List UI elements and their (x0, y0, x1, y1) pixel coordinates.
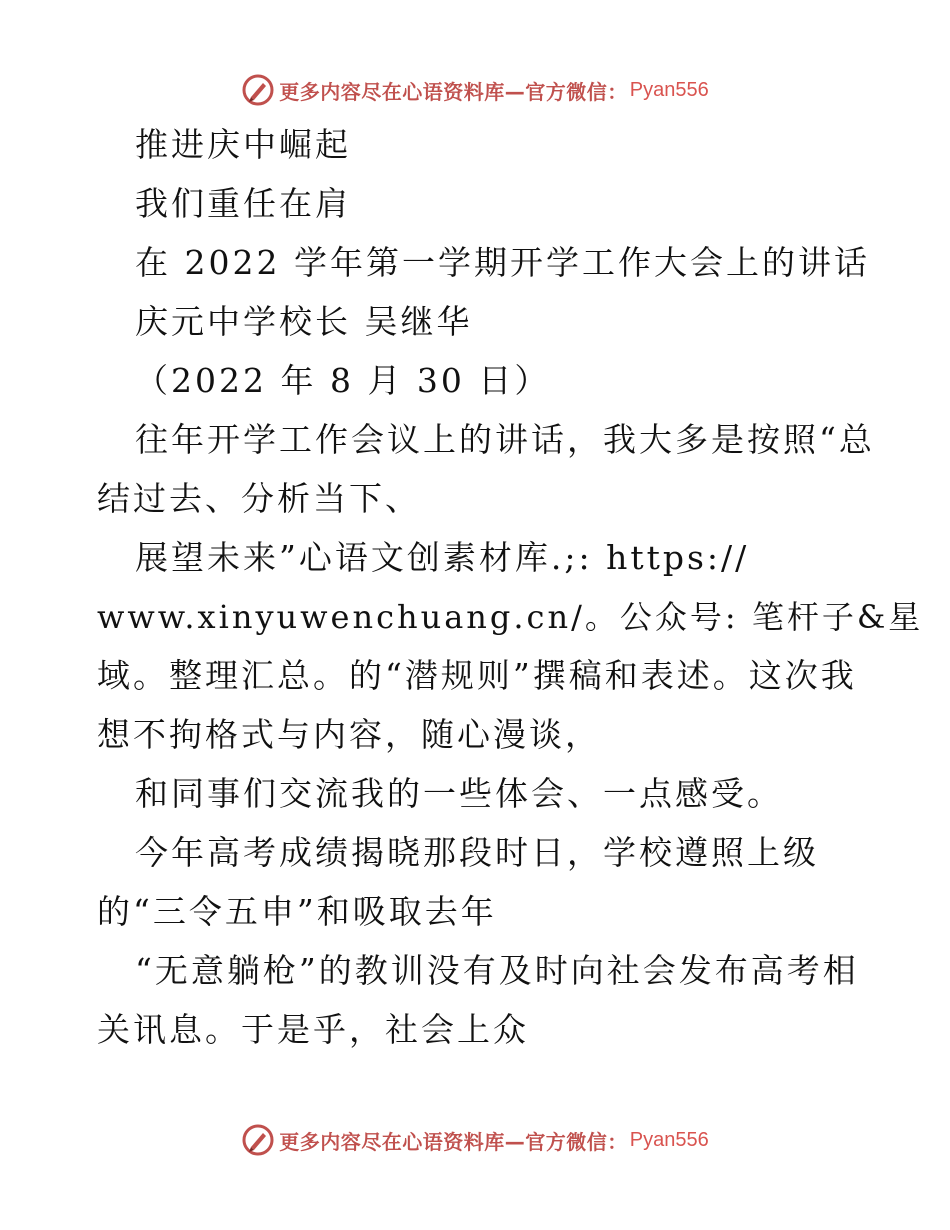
text-line: “无意躺枪”的教训没有及时向社会发布高考相 (135, 951, 859, 990)
text-line: www.xinyuwenchuang.cn/。公众号: 笔杆子&星 (97, 598, 924, 636)
header-banner-wechat: Pyan556 (629, 78, 709, 101)
header-banner (0, 70, 950, 110)
text-line: 域。整理汇总。的“潜规则”撰稿和表述。这次我 (97, 656, 857, 695)
text-line: 和同事们交流我的一些体会、一点感受。 (135, 774, 783, 813)
text-line: 我们重任在肩 (135, 184, 351, 223)
text-line: 往年开学工作会议上的讲话，我大多是按照“总 (135, 420, 875, 459)
text-line: 结过去、分析当下、 (97, 479, 421, 518)
text-line: （2022 年 8 月 30 日） (135, 361, 551, 400)
pen-logo-icon (241, 73, 275, 107)
pen-logo-icon (241, 1123, 275, 1157)
text-line: 庆元中学校长 吴继华 (135, 302, 473, 341)
text-line: 关讯息。于是乎，社会上众 (97, 1010, 529, 1049)
text-line: 在 2022 学年第一学期开学工作大会上的讲话 (135, 243, 870, 282)
header-banner-text: 更多内容尽在心语资料库—官方微信： (279, 79, 628, 104)
footer-banner-text: 更多内容尽在心语资料库—官方微信： (279, 1129, 628, 1154)
text-line: 的“三令五申”和吸取去年 (97, 892, 497, 931)
text-line: 推进庆中崛起 (135, 125, 351, 164)
text-line: 展望未来”心语文创素材库.;: https:// (135, 538, 750, 577)
footer-banner (0, 1120, 950, 1160)
footer-banner-wechat: Pyan556 (629, 1128, 709, 1151)
text-line: 想不拘格式与内容，随心漫谈， (97, 715, 601, 754)
text-line: 今年高考成绩揭晓那段时日，学校遵照上级 (135, 833, 819, 872)
